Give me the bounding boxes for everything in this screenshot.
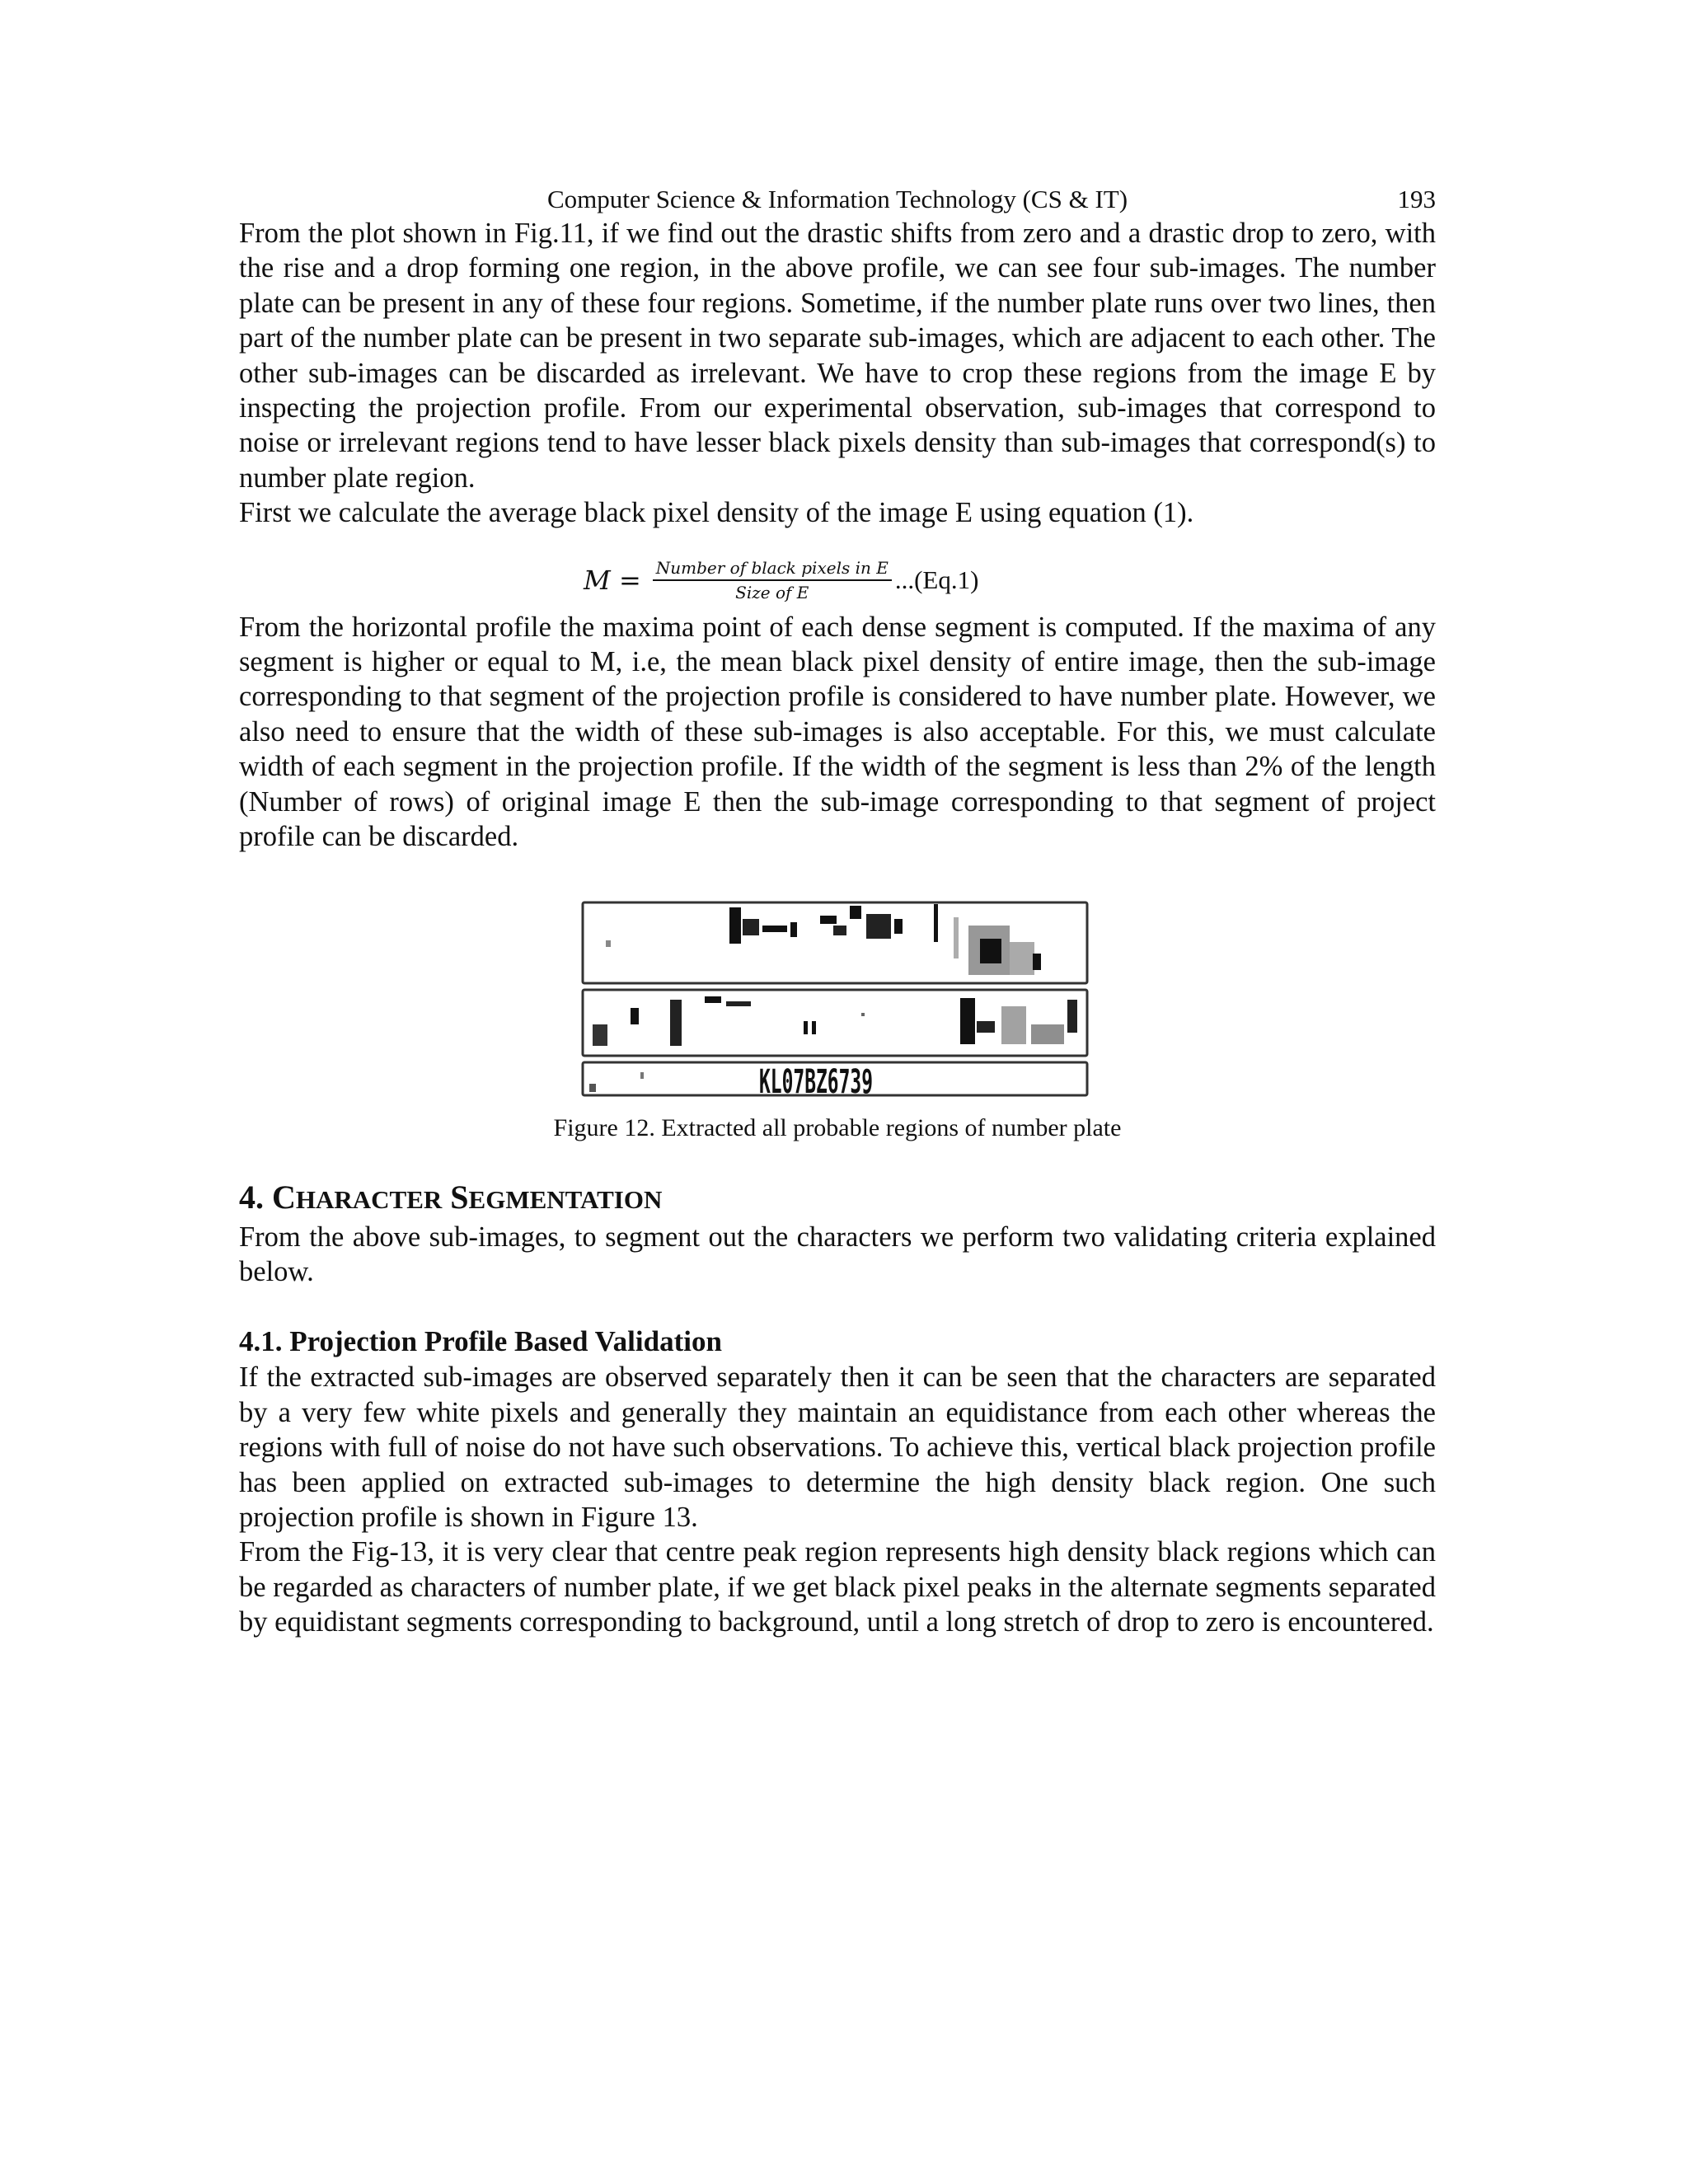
equation-numerator: Number of black pixels in E	[655, 557, 889, 578]
figure-12	[239, 901, 1436, 1148]
equation-tag: ...(Eq.1)	[894, 565, 979, 594]
subsection-heading: 4.1. Projection Profile Based Validation	[239, 1325, 722, 1358]
sub-image-region-1	[583, 902, 1087, 983]
equation-fraction	[653, 556, 892, 604]
paragraph-projection-validation: If the extracted sub-images are observed separately then it can be seen that the characters are separated by a very few white pixels and generally they maintain an equidistance from each other whereas the regions with full of noise do not have such observations. To achieve this, vertical black projection profile has been applied on extracted sub-images to determine the high density black region. One such projection profile is shown in Figure 13.	[239, 1361, 1436, 1533]
running-header	[239, 183, 1436, 216]
sub-image-region-2	[583, 990, 1087, 1056]
paragraph-average-density: First we calculate the average black pixel density of the image E using equation (1).	[239, 497, 1194, 529]
page-number: 193	[1397, 185, 1436, 213]
paragraph-fig13-analysis: From the Fig-13, it is very clear that centre peak region represents high density black regions which can be regarded as characters of number plate, if we get black pixel peaks in the alternate segments separated by equidistant segments corresponding to background, until a long stretch of drop to zero is encountered.	[239, 1536, 1436, 1638]
plate-text: KL07BZ6739	[759, 1062, 873, 1101]
section-title-rest-2: EGMENTATION	[468, 1184, 663, 1214]
sub-image-region-3	[583, 1062, 1087, 1101]
figure-caption: Figure 12. Extracted all probable regions of number plate	[553, 1113, 1122, 1141]
section-heading	[239, 1178, 1436, 1220]
section-number: 4.	[239, 1178, 264, 1216]
equation-denominator: Size of E	[735, 582, 809, 602]
journal-title: Computer Science & Information Technology (CS & IT)	[546, 185, 1128, 213]
paper-page	[239, 183, 1436, 1640]
equation-1	[239, 551, 1436, 610]
figure-12-image	[581, 901, 1092, 1107]
paragraph-maxima: From the horizontal profile the maxima point of each dense segment is computed. If the maxima of any segment is higher or equal to M, i.e, the mean black pixel density of entire image, then the sub-image corresponding to that segment of the projection profile is considered to have number plate. However, we also need to ensure that the width of these sub-images is also acceptable. For this, we must calculate width of each segment in the projection profile. If the width of the segment is less than 2% of the length (Number of rows) of original image E then the sub-image corresponding to that segment of project profile can be discarded.	[239, 611, 1436, 853]
equation-lhs: M =	[584, 564, 641, 596]
section-title-initial-c: C	[272, 1178, 296, 1216]
section-title-rest-1: HARACTER	[295, 1184, 443, 1214]
paragraph-segmentation-intro: From the above sub-images, to segment out the characters we perform two validating criteria explained below.	[239, 1221, 1436, 1287]
paragraph-profile-regions: From the plot shown in Fig.11, if we find out the drastic shifts from zero and a drastic drop to zero, with the rise and a drop forming one region, in the above profile, we can see four sub-images. The number plate can be present in any of these four regions. Sometime, if the number plate runs over two lines, then part of the number plate can be present in two separate sub-images, which are adjacent to each other. The other sub-images can be discarded as irrelevant. We have to crop these regions from the image E by inspecting the projection profile. From our experimental observation, sub-images that correspond to noise or irrelevant regions tend to have lesser black pixels density than sub-images that correspond(s) to number plate region.	[239, 218, 1436, 494]
section-title-initial-s: S	[450, 1178, 469, 1216]
